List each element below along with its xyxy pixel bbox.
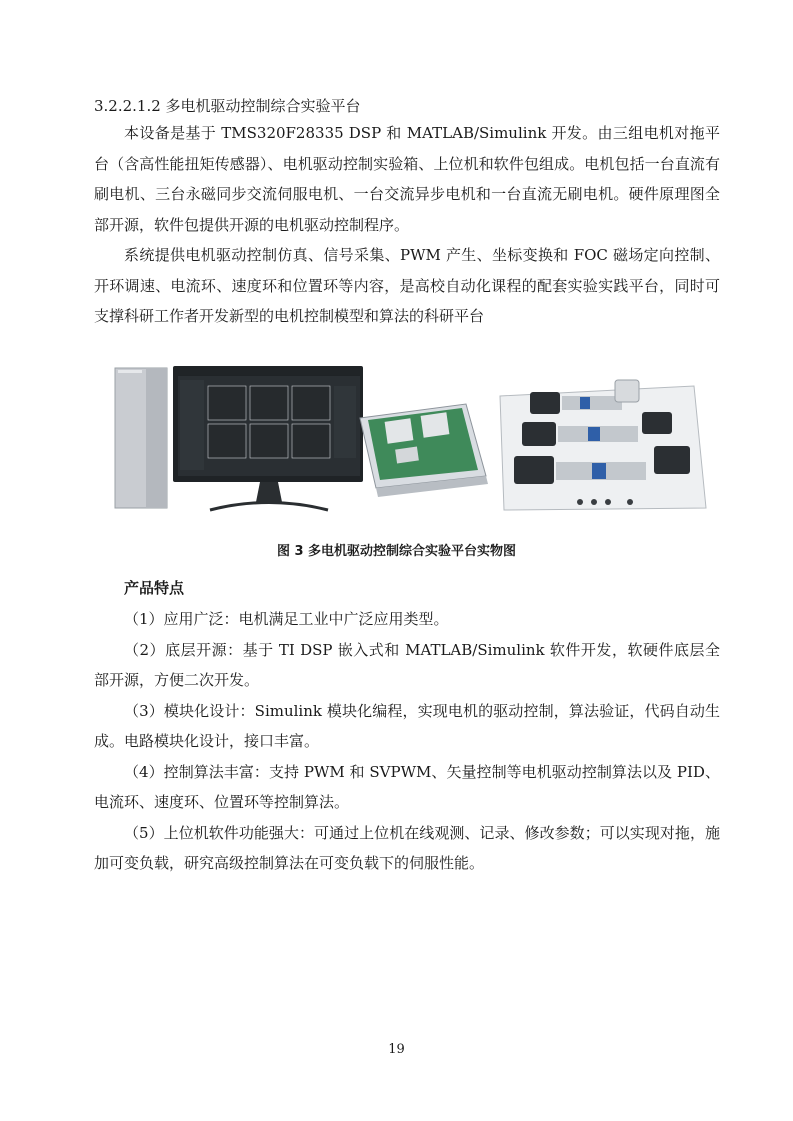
section-heading: 3.2.2.1.2 多电机驱动控制综合实验平台 bbox=[94, 97, 361, 115]
intro-paragraph: 本设备是基于 TMS320F28335 DSP 和 MATLAB/Simulink 开发。由三组电机对拖平台（含高性能扭矩传感器）、电机驱动控制实验箱、上位机和软件包组成。电机包括一台直流有刷电机、三台永磁同步交流伺服电机、一台交流异步电机和一台直流无刷电机。硬件原理图全部开源，软件包提供开源的电机驱动控制程序。 bbox=[94, 124, 720, 234]
control-box-image bbox=[360, 404, 488, 497]
monitor-image bbox=[173, 366, 363, 510]
feature-item: （2）底层开源：基于 TI DSP 嵌入式和 MATLAB/Simulink 软件开发，软硬件底层全部开源，方便二次开发。 bbox=[94, 640, 720, 689]
page-number: 19 bbox=[388, 1042, 405, 1057]
feature-item: （4）控制算法丰富：支持 PWM 和 SVPWM、矢量控制等电机驱动控制算法以及 PID、电流环、速度环、位置环等控制算法。 bbox=[94, 762, 720, 811]
motor-bench-image bbox=[500, 380, 706, 510]
platform-photo bbox=[110, 360, 710, 520]
system-paragraph: 系统提供电机驱动控制仿真、信号采集、PWM 产生、坐标变换和 FOC 磁场定向控制、开环调速、电流环、速度环和位置环等内容，是高校自动化课程的配套实验实践平台，同时可支撑科研工作者开发新型的电机控制模型和算法的科研平台 bbox=[94, 246, 720, 325]
feature-item: （5）上位机软件功能强大：可通过上位机在线观测、记录、修改参数；可以实现对拖，施加可变负载，研究高级控制算法在可变负载下的伺服性能。 bbox=[94, 823, 720, 872]
figure-caption: 图 3 多电机驱动控制综合实验平台实物图 bbox=[276, 544, 517, 559]
pc-tower-image bbox=[115, 368, 167, 508]
feature-item: （3）模块化设计：Simulink 模块化编程，实现电机的驱动控制，算法验证，代码自动生成。电路模块化设计，接口丰富。 bbox=[94, 701, 720, 750]
features-list bbox=[94, 604, 720, 879]
features-title: 产品特点 bbox=[124, 579, 185, 597]
feature-item: （1）应用广泛：电机满足工业中广泛应用类型。 bbox=[124, 610, 449, 628]
